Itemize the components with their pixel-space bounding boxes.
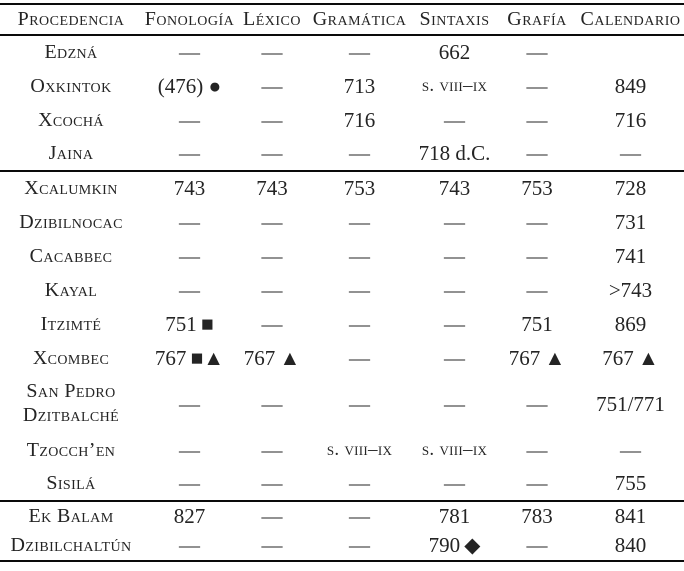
column-header-grafia: Grafía <box>507 8 567 30</box>
value-cell: — <box>261 73 283 98</box>
value-cell: — <box>349 391 370 416</box>
value-cell: — <box>444 345 465 370</box>
table-row <box>0 273 684 307</box>
value-cell: — <box>261 40 283 64</box>
value-cell: 718 d.C. <box>418 141 491 165</box>
value-cell: — <box>349 533 370 557</box>
value-cell: 767 ▲ <box>602 345 659 370</box>
value-cell: — <box>526 209 548 234</box>
value-cell: 751/771 <box>596 391 665 416</box>
site-name-cell: Jaina <box>48 142 94 164</box>
value-cell <box>577 35 684 69</box>
value-cell: — <box>261 471 283 495</box>
value-cell: — <box>179 437 200 462</box>
site-name-cell: Ek Balam <box>28 505 114 527</box>
column-header-fonologia: Fonología <box>144 8 235 30</box>
value-cell: 743 <box>256 176 288 200</box>
chronology-table <box>0 3 684 562</box>
value-cell: 753 <box>521 176 553 200</box>
value-cell: — <box>444 311 465 336</box>
value-cell: — <box>444 209 465 234</box>
value-cell: — <box>179 40 200 64</box>
site-name-cell: Itzimté <box>40 312 102 335</box>
value-cell: — <box>349 243 370 268</box>
value-cell: — <box>526 73 548 98</box>
value-cell: — <box>179 533 200 557</box>
table-header <box>0 4 684 35</box>
value-cell: — <box>349 141 370 165</box>
value-cell: — <box>526 391 548 416</box>
table-row <box>0 375 684 433</box>
value-cell: 783 <box>521 504 553 528</box>
column-header-sintaxis: Sintaxis <box>419 8 490 30</box>
value-cell: 741 <box>614 243 647 268</box>
value-cell: 753 <box>343 176 376 200</box>
value-cell: — <box>444 107 465 132</box>
value-cell: (476) ● <box>157 73 222 98</box>
value-cell: 767 ■▲ <box>154 345 225 370</box>
value-cell: — <box>179 277 200 302</box>
value-cell: — <box>261 209 283 234</box>
value-cell: — <box>349 471 370 495</box>
value-cell: 781 <box>438 504 471 528</box>
value-cell: 790 ◆ <box>428 533 481 557</box>
table-row <box>0 531 684 561</box>
value-cell: 827 <box>173 504 206 528</box>
site-name-cell: Dzibilchaltún <box>10 534 132 556</box>
value-cell: 728 <box>614 176 647 200</box>
value-cell: — <box>526 533 548 557</box>
value-cell: — <box>261 504 283 528</box>
section-northern-sites <box>0 501 684 561</box>
value-cell: — <box>179 141 200 165</box>
value-cell: — <box>179 209 200 234</box>
value-cell: s. viii–ix <box>421 439 488 460</box>
table-row <box>0 341 684 375</box>
table-row <box>0 171 684 205</box>
site-name-cell: Edzná <box>44 41 98 63</box>
site-name-cell: San Pedro Dzitbalché <box>22 380 120 426</box>
value-cell: — <box>526 471 548 495</box>
value-cell: s. viii–ix <box>421 75 488 96</box>
table-row <box>0 137 684 171</box>
value-cell: — <box>179 243 200 268</box>
header-row <box>0 4 684 35</box>
value-cell: — <box>261 107 283 132</box>
site-name-cell: Tzocch’en <box>26 438 116 461</box>
value-cell: 751 ■ <box>165 311 214 336</box>
value-cell: — <box>620 437 641 462</box>
site-name-cell: Xcombec <box>32 346 110 369</box>
value-cell: 841 <box>614 504 647 528</box>
value-cell: — <box>349 504 370 528</box>
value-cell: 662 <box>438 40 471 64</box>
site-name-cell: Dzibilnocac <box>19 210 123 233</box>
value-cell: — <box>526 107 548 132</box>
value-cell: 743 <box>438 176 471 200</box>
table-row <box>0 69 684 103</box>
value-cell: 713 <box>343 73 376 98</box>
value-cell: — <box>179 471 200 495</box>
table-row <box>0 467 684 501</box>
table-row <box>0 239 684 273</box>
site-name-cell: Kayal <box>44 278 98 301</box>
value-cell: 751 <box>521 311 553 336</box>
site-name-cell: Xcochá <box>38 108 104 131</box>
value-cell: — <box>444 277 465 302</box>
value-cell: 767 ▲ <box>243 345 301 370</box>
value-cell: 731 <box>614 209 647 234</box>
value-cell: >743 <box>608 277 653 302</box>
section-puuc-region <box>0 171 684 501</box>
value-cell: — <box>444 471 465 495</box>
site-name-cell: Cacabbec <box>29 244 113 267</box>
value-cell: — <box>261 311 283 336</box>
column-header-lexico: Léxico <box>243 8 301 30</box>
value-cell: — <box>444 391 465 416</box>
value-cell: — <box>526 437 548 462</box>
column-header-procedencia: Procedencia <box>17 8 125 30</box>
section-campeche-early <box>0 35 684 171</box>
value-cell: — <box>179 107 200 132</box>
value-cell: — <box>620 141 641 165</box>
value-cell: 755 <box>614 471 647 495</box>
value-cell: — <box>261 243 283 268</box>
site-name-cell: Sisilá <box>46 472 96 494</box>
value-cell: — <box>349 311 370 336</box>
value-cell: 716 <box>343 107 376 132</box>
table-row <box>0 501 684 531</box>
value-cell: 840 <box>614 533 647 557</box>
value-cell: — <box>179 391 200 416</box>
value-cell: — <box>444 243 465 268</box>
site-name-cell: Oxkintok <box>30 74 112 97</box>
value-cell: 743 <box>173 176 206 200</box>
value-cell: — <box>261 141 283 165</box>
site-name-cell: Xcalumkin <box>24 177 118 199</box>
value-cell: — <box>261 533 283 557</box>
value-cell: — <box>349 345 370 370</box>
value-cell: — <box>349 40 370 64</box>
value-cell: 767 ▲ <box>508 345 566 370</box>
value-cell: 869 <box>614 311 647 336</box>
value-cell: — <box>526 141 548 165</box>
table-row <box>0 103 684 137</box>
value-cell: — <box>349 277 370 302</box>
column-header-calendario: Calendario <box>580 8 681 30</box>
table-row <box>0 35 684 69</box>
value-cell: — <box>526 243 548 268</box>
value-cell: — <box>526 277 548 302</box>
value-cell: — <box>261 391 283 416</box>
value-cell: 849 <box>614 73 647 98</box>
value-cell: — <box>261 437 283 462</box>
value-cell: — <box>526 40 548 64</box>
column-header-gramatica: Gramática <box>312 8 407 30</box>
table-row <box>0 205 684 239</box>
value-cell: 716 <box>614 107 647 132</box>
table-row <box>0 433 684 467</box>
value-cell: s. viii–ix <box>326 439 393 460</box>
value-cell: — <box>349 209 370 234</box>
table-row <box>0 307 684 341</box>
value-cell: — <box>261 277 283 302</box>
